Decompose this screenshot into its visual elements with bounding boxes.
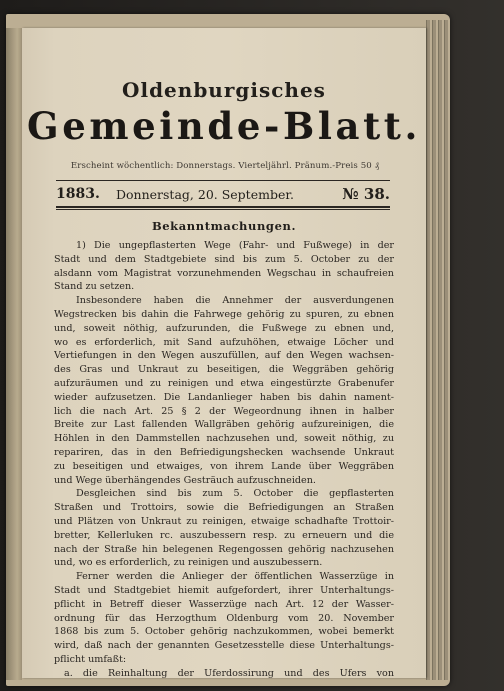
previous-page-edge <box>6 28 22 680</box>
body-line: Vertiefungen in den Wegen auszufüllen, auf den Wegen wachsen- <box>54 350 394 362</box>
body-line: lich die nach Art. 25 § 2 der Wegeordnung ihnen in halber <box>54 405 394 417</box>
body-line: Stadt und Stadtgebiet hiemit aufgefordert, ihrer Unterhaltungs- <box>54 584 394 596</box>
body-line: 1868 bis zum 5. October gehörig nachzukommen, wobei bemerkt <box>54 626 394 638</box>
page-stack-edge <box>426 20 430 680</box>
masthead-line-2: Gemeinde-Blatt. <box>27 104 421 148</box>
issue-number: № 38. <box>342 185 390 203</box>
newspaper-page <box>22 28 426 678</box>
page-stack-edge <box>432 20 436 680</box>
body-line: Stadt und dem Stadtgebiete sind bis zum 5. October zu der <box>54 253 394 265</box>
section-title: Bekanntmachungen. <box>151 219 297 233</box>
body-line: und, soweit nöthig, aufzurunden, die Fußwege zu ebnen und, <box>54 322 394 334</box>
body-line: pflicht umfaßt: <box>54 653 127 665</box>
body-line: aufzuräumen und zu reinigen und etwa eingestürzte Grabenufer <box>54 377 394 389</box>
body-line: ordnung für das Herzogthum Oldenburg vom 20. November <box>54 612 394 624</box>
body-line: Straßen und Trottoirs, sowie die Befriedigungen an Straßen <box>54 502 394 514</box>
body-line: wo es erforderlich, mit Sand aufzuhöhen, etwaige Löcher und <box>54 336 394 348</box>
issue-date: Donnerstag, 20. September. <box>116 187 294 202</box>
body-line: wieder aufzusetzen. Die Landanlieger haben bis dahin nament- <box>54 391 394 403</box>
page-stack-edge <box>444 20 448 680</box>
issue-year: 1883. <box>56 186 100 202</box>
dateline <box>56 186 390 206</box>
body-line: alsdann vom Magistrat vorzunehmenden Wegschau in schaufreien <box>54 267 394 279</box>
rule-top <box>56 180 390 181</box>
rule-bottom-thin <box>56 209 390 210</box>
body-line: zu beseitigen und etwaiges, von ihrem Lande über Weggräben <box>54 460 394 472</box>
body-line: wird, daß nach der genannten Gesetzesstelle diese Unterhaltungs- <box>54 640 394 652</box>
article-body <box>54 239 394 681</box>
body-line: des Gras und Unkraut zu beseitigen, die Weggräben gehörig <box>54 364 394 376</box>
body-line: repariren, das in den Befriedigungshecken wachsende Unkraut <box>54 446 394 458</box>
masthead-line-1: Oldenburgisches <box>122 78 326 102</box>
body-line: pflicht in Betreff dieser Wasserzüge nach Art. 12 der Wasser- <box>54 598 394 610</box>
body-line: Desgleichen sind bis zum 5. October die gepflasterten <box>76 488 394 500</box>
body-line: Stand zu setzen. <box>54 281 135 293</box>
body-line: Breite zur Last fallenden Wallgräben gehörig aufzureinigen, die <box>54 419 394 431</box>
rule-bottom-thick <box>56 206 390 208</box>
body-line: Insbesondere haben die Annehmer der ausverdungenen <box>76 295 394 307</box>
body-line: 1) Die ungepflasterten Wege (Fahr- und Fußwege) in der <box>76 240 394 251</box>
page-stack-edge <box>438 20 442 680</box>
body-line: Ferner werden die Anlieger der öffentlichen Wasserzüge in <box>76 571 394 583</box>
body-line: und Plätzen von Unkraut zu reinigen, etwaige schadhafte Trottoir- <box>54 515 394 527</box>
publication-info: Erscheint wöchentlich: Donnerstags. Vierteljährl. Pränum.-Preis 50 ₰ <box>70 161 380 171</box>
body-line: bretter, Kellerluken rc. auszubessern resp. zu erneuern und die <box>54 529 394 541</box>
body-line: Wegstrecken bis dahin die Fahrwege gehörig zu spuren, zu ebnen <box>54 308 394 320</box>
body-line: a. die Reinhaltung der Uferdossirung und des Ufers von <box>64 667 394 679</box>
body-line: nach der Straße hin belegenen Regengossen gehörig nachzusehen <box>54 543 394 555</box>
body-line: und, wo es erforderlich, zu reinigen und auszubessern. <box>54 557 323 569</box>
body-line: Höhlen in den Dammstellen nachzusehen und, soweit nöthig, zu <box>54 433 394 445</box>
body-line: und Wege überhängendes Gesträuch aufzuschneiden. <box>54 474 316 486</box>
